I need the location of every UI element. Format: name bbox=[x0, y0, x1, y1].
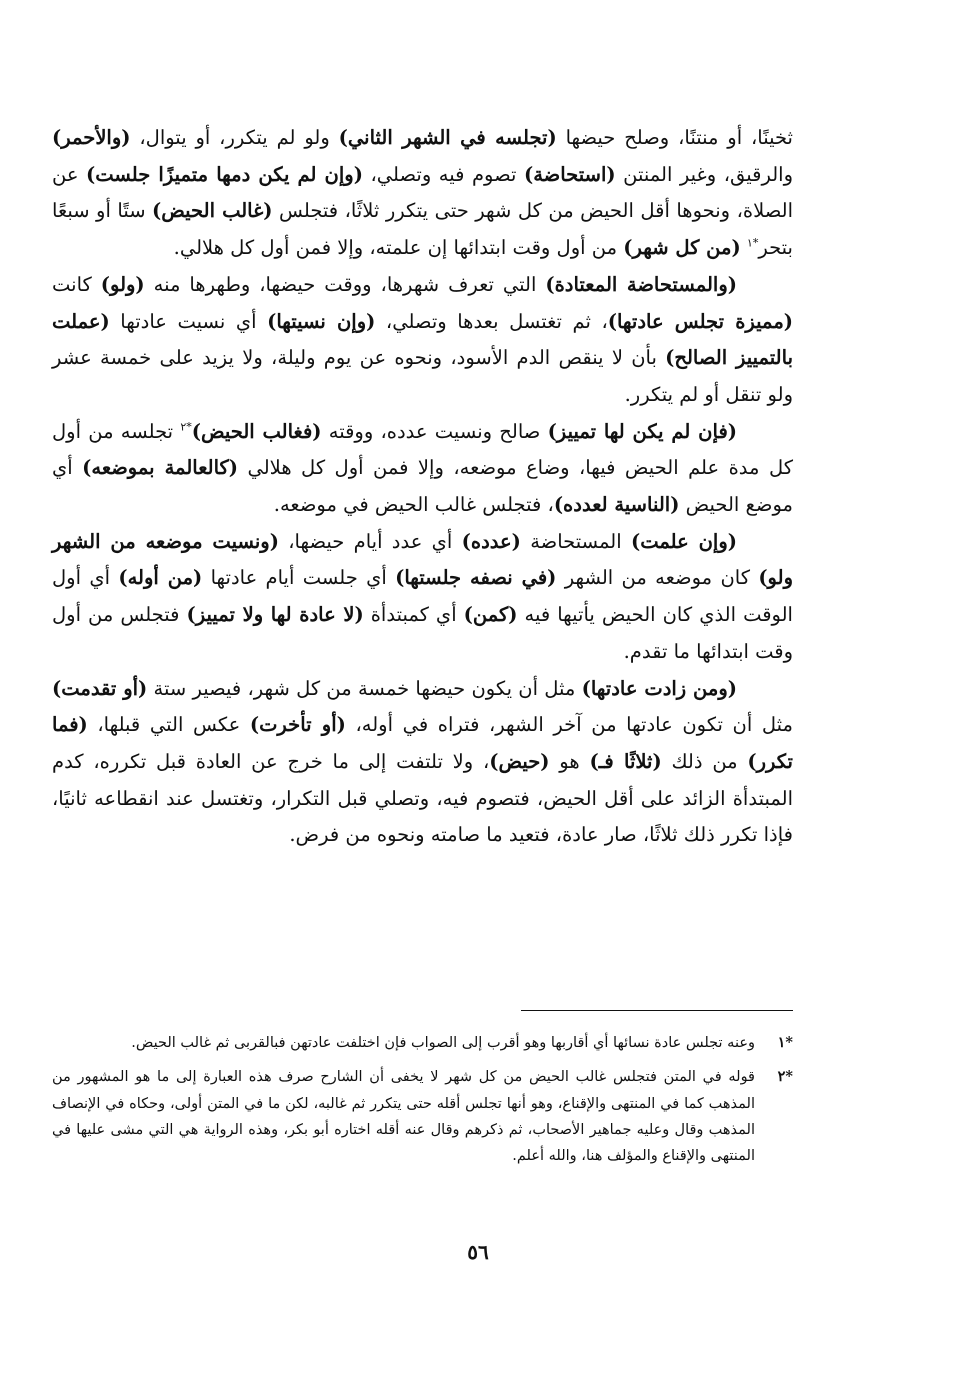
text-run: أي جلست أيام عادتها bbox=[202, 566, 396, 590]
matn-term: (ثلاثًا فـ) bbox=[589, 749, 662, 773]
paragraph bbox=[52, 671, 793, 855]
text-run: كانت bbox=[52, 272, 101, 296]
main-text bbox=[52, 120, 793, 854]
text-run: ، ولا تلتفت إلى ما خرج عن العادة قبل تكرره، كدم المبتدأة الزائد على أقل الحيض، فتصوم فيه، وتصلي قبل التكرار، وتغتسل عند انقطاعه ثانيًا، فإذا تكرر ذلك ثلاثًا، صار عادة، فتعيد ما صامته ونحوه من فرض. bbox=[52, 749, 793, 847]
matn-term: (في نصفه جلستها) bbox=[395, 566, 557, 590]
text-run: والرقيق، وغير المنتن bbox=[615, 162, 793, 186]
text-run: مثل أن تكون عادتها من آخر الشهر، فتراه في أوله، bbox=[345, 713, 793, 737]
matn-term: (فغالب الحيض) bbox=[191, 419, 322, 443]
text-run: مثل أن يكون حيضها خمسة من كل شهر، فيصير ستة bbox=[147, 676, 582, 700]
text-run: ، ثم تغتسل بعدها وتصلي، bbox=[375, 309, 608, 333]
page-number: ٥٦ bbox=[467, 1240, 489, 1264]
text-run: أي كمبتدأة bbox=[363, 603, 464, 627]
matn-term: (حيض) bbox=[489, 749, 550, 773]
footnote-text: قوله في المتن فتجلس غالب الحيض من كل شهر لا يخفى أن الشارح صرف هذه العبارة إلى ما هو المشهور من المذهب كما في المنتهى والإقناع، وهو أنها تجلس أقله حتى يتكرر ثم غالبه، لكن ما في المتن أولى، وحكاه في الإنصاف المذهب وقال وعليه جماهير الأصحاب، ثم ذكرهم وقال عنه أقله اختاره أبو بكر، وهذه الرواية هي التي مشى عليها في المنتهى والإقناع والمؤلف هنا، والله أعلم. bbox=[52, 1069, 755, 1165]
matn-term: (من أوله) bbox=[118, 566, 203, 590]
matn-term: (ونسيت موضعه من الشهر ولو) bbox=[52, 529, 793, 590]
footnote-ref: *١ bbox=[746, 236, 759, 250]
matn-term: (لا عادة لها ولا تمييز) bbox=[186, 603, 364, 627]
text-run: صالح ونسيت عدده، ووقته bbox=[321, 419, 548, 443]
footnote-mark: *١ bbox=[777, 1034, 793, 1051]
paragraph bbox=[52, 524, 793, 671]
footnote bbox=[52, 1030, 793, 1056]
footnote bbox=[52, 1064, 793, 1169]
text-run: التي تعرف شهرها، ووقت حيضها، وطهرها منه bbox=[144, 272, 546, 296]
matn-term: (ولو) bbox=[100, 272, 145, 296]
matn-term: (والمستحاضة المعتادة) bbox=[545, 272, 737, 296]
matn-term: (استحاضة) bbox=[523, 162, 616, 186]
matn-term: (ومن زادت عادتها) bbox=[581, 676, 737, 700]
text-run: أي نسيت عادتها bbox=[109, 309, 268, 333]
text-run: بأن لا ينقص الدم الأسود، ونحوه عن يوم وليلة، ولا يزيد على خمسة عشر ولو تنقل أو لم يتكرر. bbox=[52, 346, 793, 406]
matn-term: (وإن نسيتها) bbox=[267, 309, 376, 333]
text-run: من ذلك bbox=[661, 749, 748, 773]
matn-term: (أو تأخرت) bbox=[249, 713, 346, 737]
matn-term: (تجلسه في الشهر الثاني) bbox=[338, 126, 557, 149]
text-run: ثخينًا، أو منتنًا، وصلح حيضها bbox=[556, 126, 793, 149]
matn-term: (الناسية لعدده) bbox=[553, 493, 680, 517]
matn-term: (من كل شهر) bbox=[623, 236, 741, 260]
text-run: المستحاضة bbox=[520, 529, 631, 553]
text-run: فتجلس من أول وقت ابتدائها ما تقدم. bbox=[52, 603, 793, 663]
footnotes bbox=[52, 1030, 793, 1177]
text-run: أي أول الوقت الذي كان الحيض يأتيها فيه bbox=[52, 566, 793, 627]
text-run: عكس التي قبلها، bbox=[87, 713, 250, 737]
text-run: تصوم فيه وتصلي، bbox=[362, 162, 524, 186]
text-run: أي عدد أيام حيضها، bbox=[278, 529, 462, 553]
matn-term: (أو تقدمت) bbox=[52, 676, 148, 700]
text-run: كان موضعه من الشهر bbox=[556, 566, 759, 590]
text-run: ، فتجلس غالب الحيض في موضعه. bbox=[273, 493, 554, 517]
text-run: أي موضع الحيض bbox=[52, 456, 793, 517]
matn-term: (عملت بالتمييز الصالح) bbox=[52, 309, 793, 370]
text-run: ستًا أو سبعًا بتحر bbox=[52, 199, 793, 260]
matn-term: (مميزة تجلس عادتها) bbox=[607, 309, 794, 333]
text-run: ولو لم يتكرر، أو يتوال، bbox=[130, 126, 339, 149]
matn-term: (كالعالمة بموضعه) bbox=[82, 456, 239, 480]
matn-term: (كمن) bbox=[463, 603, 518, 627]
paragraph bbox=[52, 267, 793, 414]
footnote-mark: *٢ bbox=[777, 1068, 793, 1086]
matn-term: (وإن لم يكن دمها متميزًا جلست) bbox=[86, 162, 363, 186]
matn-term: (والأحمر) bbox=[52, 126, 131, 149]
paragraph bbox=[52, 414, 793, 524]
matn-term: (غالب الحيض) bbox=[152, 199, 273, 223]
footnote-ref: *٢ bbox=[180, 420, 192, 434]
text-run: من أول وقت ابتدائها إن علمته، وإلا فمن أول كل هلالي. bbox=[173, 236, 624, 260]
footnote-text: وعنه تجلس عادة نسائها أي أقاربها وهو أقرب إلى الصواب فإن اختلفت عادتهن فبالقربى ثم غالب الحيض. bbox=[131, 1035, 755, 1051]
footnote-divider bbox=[521, 1010, 793, 1011]
matn-term: (فما تكرر) bbox=[52, 713, 793, 773]
text-run: تجلسه من أول كل مدة علم الحيض فيها، وضاع موضعه، وإلا فمن أول كل هلالي bbox=[52, 419, 793, 480]
text-run: هو bbox=[549, 749, 590, 773]
matn-term: (فإن لم يكن لها تمييز) bbox=[547, 419, 737, 443]
matn-term: (وإن علمت) bbox=[630, 529, 737, 553]
matn-term: (عدده) bbox=[461, 529, 521, 553]
paragraph bbox=[52, 120, 793, 267]
text-run: عن الصلاة، ونحوها أقل الحيض من كل شهر حتى يتكرر ثلاثًا، فتجلس bbox=[52, 162, 793, 223]
